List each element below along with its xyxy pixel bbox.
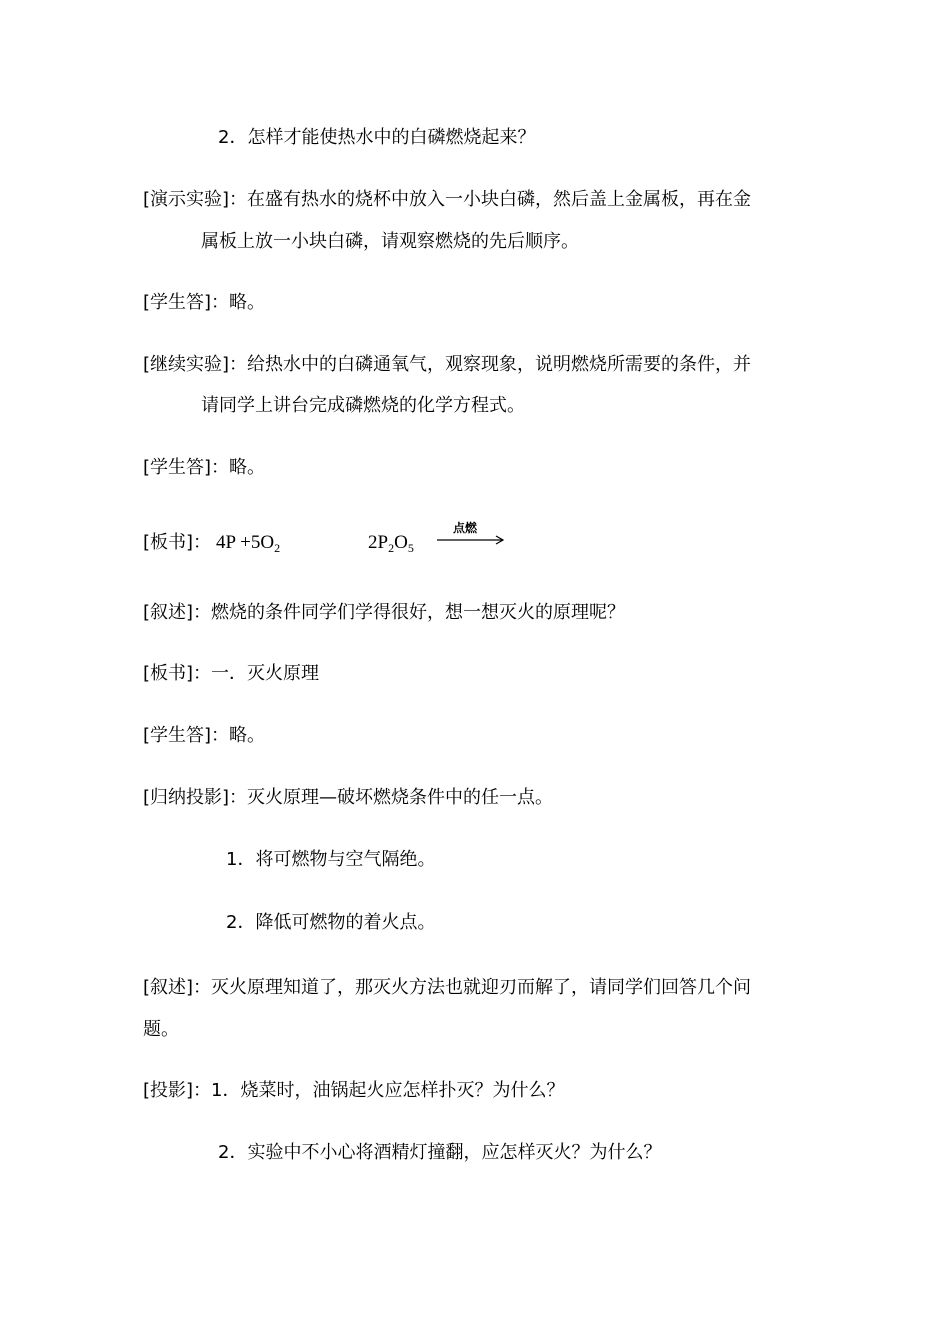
text-line: [继续实验]：给热水中的白磷通氧气，观察现象，说明燃烧所需要的条件，并 (143, 354, 752, 375)
text-line: 请同学上讲台完成磷燃烧的化学方程式。 (201, 395, 525, 416)
equation-products: $2P_2O_5$ (368, 532, 414, 555)
text-line: [演示实验]：在盛有热水的烧杯中放入一小块白磷，然后盖上金属板，再在金 (143, 189, 752, 210)
text-line: [叙述]：灭火原理知道了，那灭火方法也就迎刃而解了，请同学们回答几个问 (143, 977, 752, 998)
text-line: [归纳投影]：灭火原理—破坏燃烧条件中的任一点。 (143, 787, 554, 808)
reaction-arrow-icon (436, 523, 508, 553)
text-line: 属板上放一小块白磷，请观察燃烧的先后顺序。 (201, 231, 579, 252)
equation-label: [板书]： (143, 532, 212, 553)
text-line: [板书]：一．灭火原理 (143, 663, 320, 684)
text-line: [学生答]：略。 (143, 292, 266, 313)
text-line: 2．实验中不小心将酒精灯撞翻，应怎样灭火？为什么？ (218, 1142, 662, 1163)
text-line: 题。 (143, 1019, 179, 1040)
text-line: [叙述]：燃烧的条件同学们学得很好，想一想灭火的原理呢？ (143, 602, 626, 623)
text-line: 2．降低可燃物的着火点。 (226, 912, 436, 933)
equation-reactants: $4P +5O_2$ (216, 532, 281, 555)
reaction-condition: 点燃 (453, 521, 478, 535)
text-line: 2．怎样才能使热水中的白磷燃烧起来？ (218, 127, 536, 148)
text-line: [投影]：1．烧菜时，油锅起火应怎样扑灭？为什么？ (143, 1080, 565, 1101)
text-line: [学生答]：略。 (143, 457, 266, 478)
text-line: [学生答]：略。 (143, 725, 266, 746)
text-line: 1．将可燃物与空气隔绝。 (226, 849, 436, 870)
